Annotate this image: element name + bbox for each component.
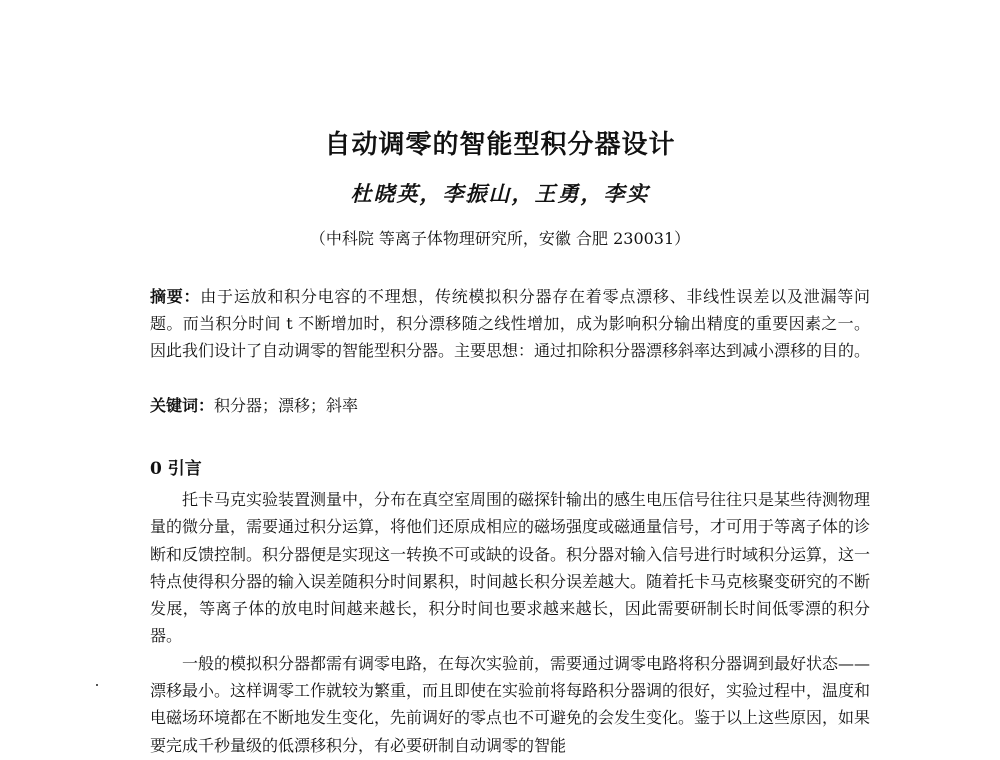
paper-title: 自动调零的智能型积分器设计 bbox=[324, 130, 676, 160]
scan-speck bbox=[96, 684, 98, 686]
affiliation: （中科院 等离子体物理研究所，安徽 合肥 230031） bbox=[309, 229, 691, 248]
body-paragraph: 一般的模拟积分器都需有调零电路，在每次实验前，需要通过调零电路将积分器调到最好状态——漂移最小。这样调零工作就较为繁重，而且即使在实验前将每路积分器调的很好，实验过程中，温度和电磁场环境都在不断地发生变化，先前调好的零点也不可避免的会发生变化。鉴于以上这些原因，如果要完成千秒量级的低漂移积分，有必要研制自动调零的智能 bbox=[150, 653, 871, 755]
keywords bbox=[150, 392, 870, 419]
keywords-label: 关键词： bbox=[150, 396, 215, 415]
section-heading-introduction: 0 引言 bbox=[150, 459, 202, 479]
body-text bbox=[150, 486, 870, 759]
abstract bbox=[150, 283, 870, 364]
author-list: 杜晓英，李振山，王勇，李实 bbox=[350, 181, 650, 206]
body-paragraph: 托卡马克实验装置测量中，分布在真空室周围的磁探针输出的感生电压信号往往只是某些待测物理量的微分量，需要通过积分运算，将他们还原成相应的磁场强度或磁通量信号，才可用于等离子体的诊断和反馈控制。积分器便是实现这一转换不可或缺的设备。积分器对输入信号进行时域积分运算，这一特点使得积分器的输入误差随积分时间累积，时间越长积分误差越大。随着托卡马克核聚变研究的不断发展，等离子体的放电时间越来越长，积分时间也要求越来越长，因此需要研制长时间低零漂的积分器。 bbox=[150, 490, 871, 646]
abstract-text: 由于运放和积分电容的不理想，传统模拟积分器存在着零点漂移、非线性误差以及泄漏等问题。而当积分时间 t 不断增加时，积分漂移随之线性增加，成为影响积分输出精度的重要因素之一。因此我们设计了自动调零的智能型积分器。主要思想：通过扣除积分器漂移斜率达到减小漂移的目的。 bbox=[150, 287, 871, 360]
abstract-label: 摘要： bbox=[150, 287, 201, 306]
keywords-text: 积分器；漂移；斜率 bbox=[214, 396, 359, 415]
